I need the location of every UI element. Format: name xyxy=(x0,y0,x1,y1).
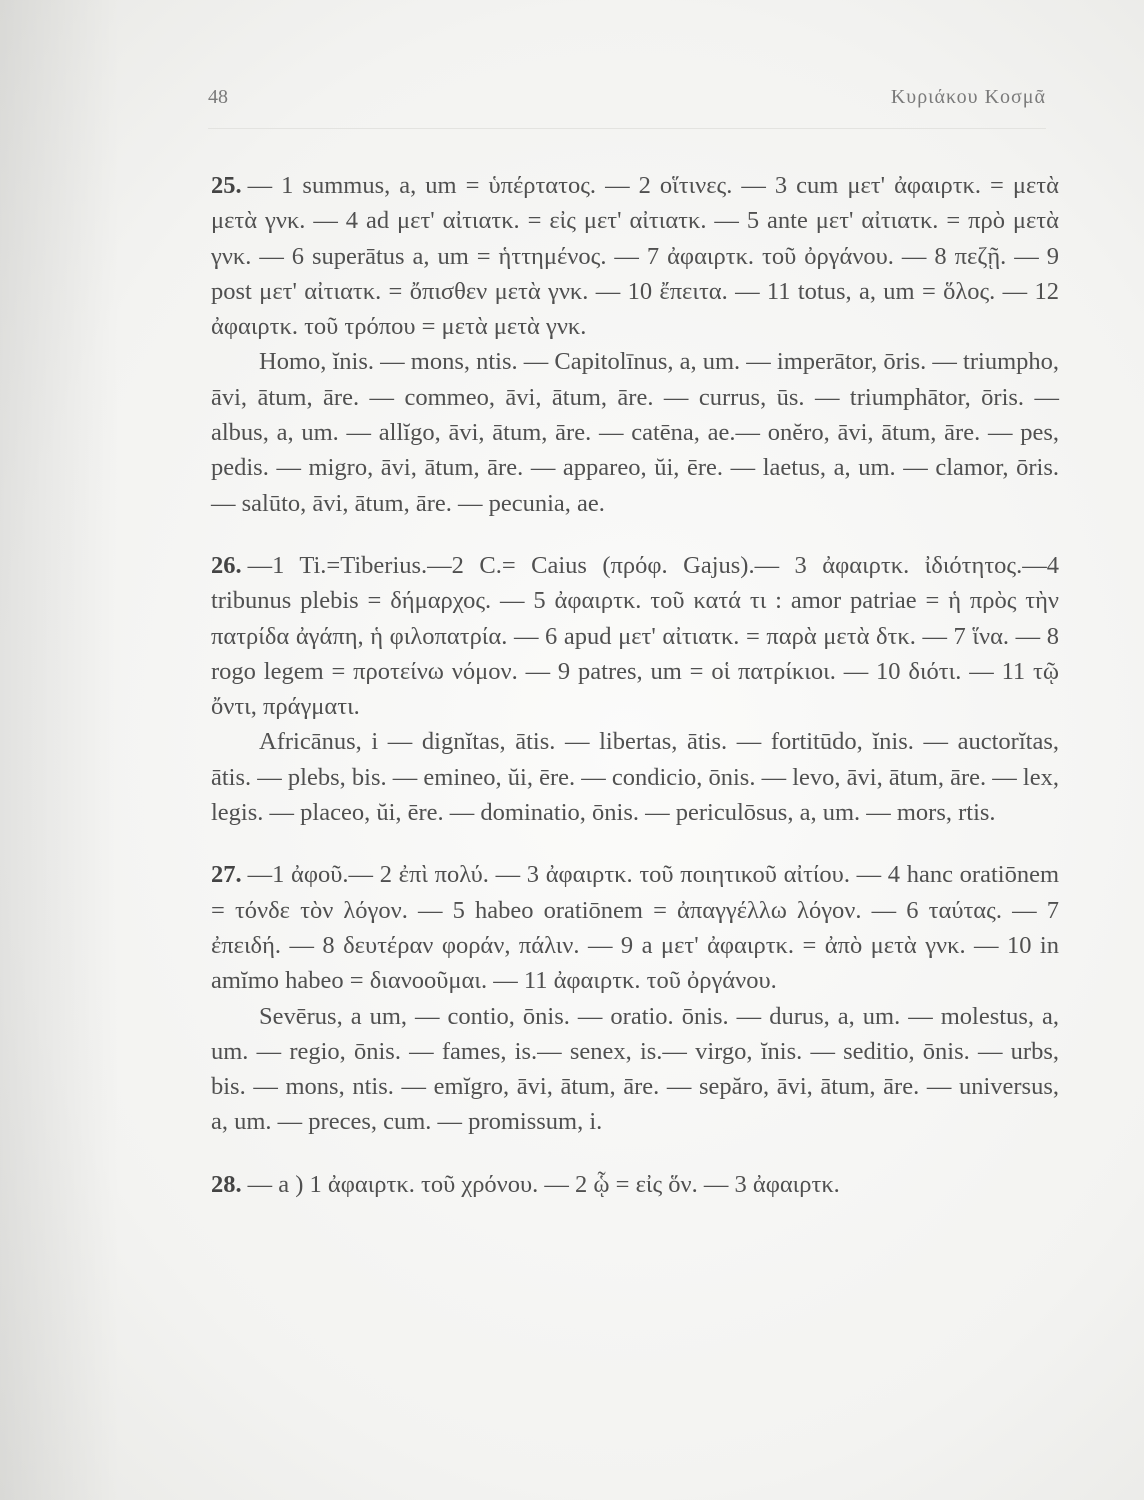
page-shadow xyxy=(0,0,120,1500)
section-number: 25. xyxy=(211,172,242,199)
section-number: 27. xyxy=(211,861,242,889)
running-head xyxy=(208,86,1046,116)
page-number: 48 xyxy=(208,86,228,108)
vocabulary-paragraph: Africānus, i — dignĭtas, ātis. — libertas, ātis. — fortitūdo, ĭnis. — auctorĭtas, ātis. — plebs, bis. — emineo, ŭi, ēre. — condicio, ōnis. — levo, āvi, ātum, āre. — lex, legis. — placeo, ŭi, ēre. — dominatio, ōnis. — periculōsus, a, um. — mors, rtis. xyxy=(211,728,1059,827)
running-title: Κυριάκου Κοσμᾶ xyxy=(890,86,1046,108)
vocabulary-paragraph: Homo, ĭnis. — mons, ntis. — Capitolīnus, a, um. — imperātor, ōris. — triumpho, āvi, ātum, āre. — commeo, āvi, ātum, āre. — currus, ūs. — triumphātor, ōris. — albus, a, um. — allĭgo, āvi, ātum, āre. — catēna, ae.— onĕro, āvi, ātum, āre. — pes, pedis. — migro, āvi, ātum, āre. — appareo, ŭi, ēre. — laetus, a, um. — clamor, ōris.— salūto, āvi, ātum, āre. — pecunia, ae. xyxy=(211,348,1060,517)
gloss-paragraph xyxy=(211,857,1059,998)
section-number: 26. xyxy=(211,551,242,579)
section-26 xyxy=(211,548,1059,830)
exercise-notes xyxy=(211,168,1059,1229)
gloss-text: —1 Ti.=Tiberius.—2 C.= Caius (πρόφ. Gajus).— 3 ἀφαιρτκ. ἰδιότητος.—4 tribunus plebis = δήμαρχος. — 5 ἀφαιρτκ. τοῦ κατά τι : amor patriae = ἡ πρὸς τὴν πατρίδα ἀγάπη, ἡ φιλοπατρία. — 6 apud μετ' αἰτιατκ. = παρὰ μετὰ δτκ. — 7 ἵνα. — 8 rogo legem = προτείνω νόμον. — 9 patres, um = οἱ πατρίκιοι. — 10 διότι. — 11 τῷ ὄντι, πράγματι. xyxy=(211,551,1059,721)
gloss-paragraph xyxy=(211,548,1059,724)
section-28 xyxy=(211,1167,1059,1202)
section-number: 28. xyxy=(211,1170,242,1198)
gloss-paragraph xyxy=(211,1167,1059,1202)
gloss-text: —1 ἀφοῦ.— 2 ἐπὶ πολύ. — 3 ἀφαιρτκ. τοῦ ποιητικοῦ αἰτίου. — 4 hanc oratiōnem = τόνδε τὸν λόγον. — 5 habeo oratiōnem = ἀπαγγέλλω λόγον. — 6 ταύτας. — 7 ἐπειδή. — 8 δευτέραν φοράν, πάλιν. — 9 a μετ' ἀφαιρτκ. = ἀπὸ μετὰ γνκ. — 10 in amĭmo habeo = διανοοῦμαι. — 11 ἀφαιρτκ. τοῦ ὀργάνου. xyxy=(211,861,1059,995)
header-rule xyxy=(208,128,1046,129)
gloss-text: — 1 summus, a, um = ὑπέρτατος. — 2 οἵτινες. — 3 cum μετ' ἀφαιρτκ. = μετὰ μετὰ γνκ. — 4 ad μετ' αἰτιατκ. = εἰς μετ' αἰτιατκ. — 5 ante μετ' αἰτιατκ. = πρὸ μετὰ γνκ. — 6 superātus a, um = ἡττημένος. — 7 ἀφαιρτκ. τοῦ ὀργάνου. — 8 πεζῇ. — 9 post μετ' αἰτιατκ. = ὄπισθεν μετὰ γνκ. — 10 ἔπειτα. — 11 totus, a, um = ὅλος. — 12 ἀφαιρτκ. τοῦ τρόπου = μετὰ μετὰ γνκ. xyxy=(211,172,1059,341)
gloss-paragraph xyxy=(211,168,1059,344)
vocabulary-paragraph: Sevērus, a um, — contio, ōnis. — oratio. ōnis. — durus, a, um. — molestus, a, um. — regio, ōnis. — fames, is.— senex, is.— virgo, ĭnis. — seditio, ōnis. — urbs, bis. — mons, ntis. — emĭgro, āvi, ātum, āre. — sepăro, āvi, ātum, āre. — universus, a, um. — preces, cum. — promissum, i. xyxy=(211,1002,1059,1136)
section-27 xyxy=(211,857,1059,1139)
section-25 xyxy=(211,168,1059,521)
gloss-text: — a ) 1 ἀφαιρτκ. τοῦ χρόνου. — 2 ᾧ = εἰς ὅν. — 3 ἀφαιρτκ. xyxy=(247,1170,840,1198)
